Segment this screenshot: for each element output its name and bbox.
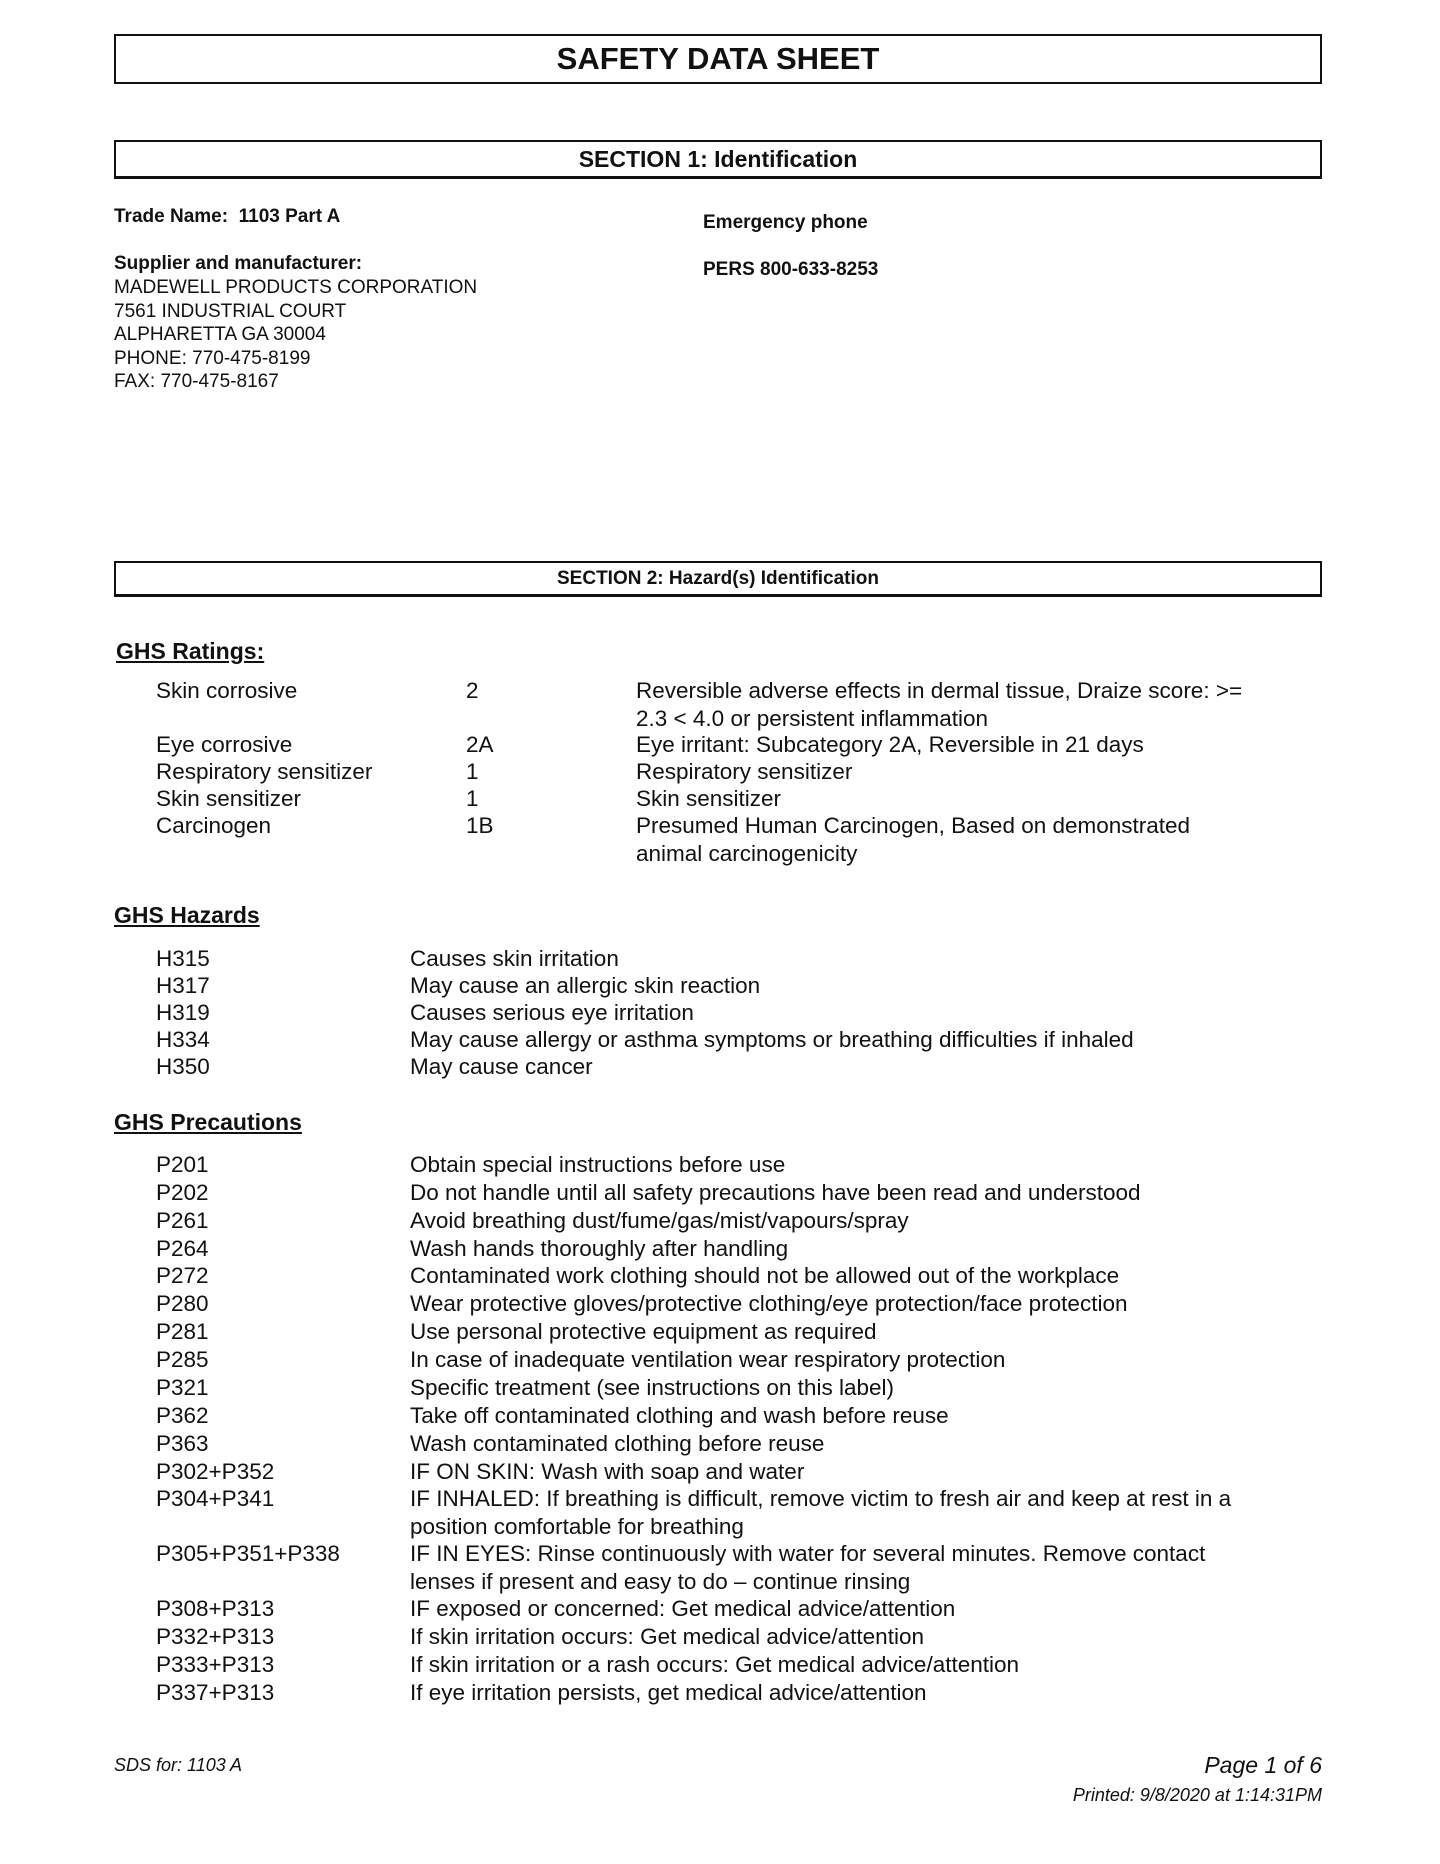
ghs-hazards-title: GHS Hazards	[114, 902, 260, 928]
hazard-text: Causes skin irritation	[410, 946, 619, 971]
precaution-code: P302+P352	[156, 1459, 275, 1484]
precaution-text: If eye irritation persists, get medical advice/attention	[410, 1680, 927, 1705]
trade-name-label: Trade Name:	[114, 206, 229, 227]
document-title: SAFETY DATA SHEET	[114, 34, 1322, 84]
hazard-text: May cause cancer	[410, 1054, 593, 1079]
rating-name: Respiratory sensitizer	[156, 759, 373, 784]
precaution-text: Wash contaminated clothing before reuse	[410, 1431, 825, 1456]
precaution-text: Wear protective gloves/protective clothing/eye protection/face protection	[410, 1291, 1128, 1316]
trade-name	[114, 205, 340, 229]
supplier-line: PHONE: 770-475-8199	[114, 347, 311, 369]
hazard-text: May cause an allergic skin reaction	[410, 973, 761, 998]
footer-sds-for: SDS for: 1103 A	[114, 1755, 243, 1775]
rating-description: Presumed Human Carcinogen, Based on demonstrated animal carcinogenicity	[636, 813, 1191, 866]
precaution-text: If skin irritation occurs: Get medical advice/attention	[410, 1624, 924, 1649]
precaution-text: In case of inadequate ventilation wear respiratory protection	[410, 1347, 1006, 1372]
precaution-text: Obtain special instructions before use	[410, 1152, 786, 1177]
trade-name-value: 1103 Part A	[238, 206, 341, 227]
precaution-code: P363	[156, 1431, 209, 1456]
precaution-code: P337+P313	[156, 1680, 275, 1705]
section-2-heading: SECTION 2: Hazard(s) Identification	[114, 561, 1322, 597]
ghs-ratings-title: GHS Ratings:	[116, 638, 265, 664]
rating-category: 1	[466, 759, 479, 784]
precaution-code: P305+P351+P338	[156, 1541, 340, 1566]
precaution-text: IF INHALED: If breathing is difficult, remove victim to fresh air and keep at rest in a position comfortable for breathing	[410, 1486, 1232, 1539]
supplier-line: FAX: 770-475-8167	[114, 371, 279, 392]
supplier-line: ALPHARETTA GA 30004	[114, 324, 326, 345]
precaution-code: P332+P313	[156, 1624, 275, 1649]
precaution-code: P333+P313	[156, 1652, 275, 1677]
precaution-text: Wash hands thoroughly after handling	[410, 1236, 789, 1261]
rating-category: 1B	[466, 813, 494, 838]
precaution-code: P362	[156, 1403, 209, 1428]
precaution-code: P280	[156, 1291, 209, 1316]
precaution-code: P281	[156, 1319, 209, 1344]
emergency-phone-label: Emergency phone	[703, 212, 868, 233]
precaution-text: IF IN EYES: Rinse continuously with water for several minutes. Remove contact lenses if present and easy to do – continue rinsing	[410, 1541, 1206, 1594]
hazard-code: H319	[156, 1000, 210, 1025]
hazard-code: H317	[156, 973, 210, 998]
supplier-address	[114, 276, 477, 394]
hazard-text: May cause allergy or asthma symptoms or breathing difficulties if inhaled	[410, 1027, 1134, 1052]
rating-category: 2	[466, 678, 479, 703]
hazard-text: Causes serious eye irritation	[410, 1000, 694, 1025]
rating-description: Eye irritant: Subcategory 2A, Reversible in 21 days	[636, 732, 1144, 757]
precaution-code: P261	[156, 1208, 209, 1233]
supplier-line: MADEWELL PRODUCTS CORPORATION	[114, 277, 478, 298]
rating-description: Respiratory sensitizer	[636, 759, 853, 784]
rating-description: Skin sensitizer	[636, 786, 782, 811]
precaution-code: P264	[156, 1236, 209, 1261]
hazard-code: H334	[156, 1027, 210, 1052]
hazard-code: H350	[156, 1054, 210, 1079]
section-1-heading: SECTION 1: Identification	[114, 140, 1322, 179]
ghs-precautions-title: GHS Precautions	[114, 1109, 302, 1135]
footer-page-number: Page 1 of 6	[1204, 1752, 1322, 1778]
precaution-code: P304+P341	[156, 1486, 275, 1511]
supplier-line: 7561 INDUSTRIAL COURT	[114, 300, 347, 322]
precaution-code: P285	[156, 1347, 209, 1372]
footer-printed-date: Printed: 9/8/2020 at 1:14:31PM	[1072, 1785, 1322, 1805]
precaution-text: Specific treatment (see instructions on this label)	[410, 1375, 894, 1400]
precaution-text: Take off contaminated clothing and wash before reuse	[410, 1403, 949, 1428]
rating-category: 1	[466, 786, 479, 811]
rating-category: 2A	[466, 732, 494, 757]
precaution-code: P201	[156, 1152, 209, 1177]
rating-name: Carcinogen	[156, 813, 272, 838]
rating-name: Eye corrosive	[156, 732, 293, 757]
precaution-text: Use personal protective equipment as required	[410, 1319, 877, 1344]
precaution-code: P202	[156, 1180, 209, 1205]
supplier-label: Supplier and manufacturer:	[114, 253, 363, 274]
precaution-text: Avoid breathing dust/fume/gas/mist/vapours/spray	[410, 1208, 909, 1233]
precaution-text: IF exposed or concerned: Get medical advice/attention	[410, 1596, 956, 1621]
precaution-text: Contaminated work clothing should not be allowed out of the workplace	[410, 1263, 1120, 1288]
rating-name: Skin sensitizer	[156, 786, 302, 811]
rating-name: Skin corrosive	[156, 678, 298, 703]
precaution-text: If skin irritation or a rash occurs: Get medical advice/attention	[410, 1652, 1020, 1677]
precaution-code: P321	[156, 1375, 209, 1400]
precaution-text: Do not handle until all safety precautions have been read and understood	[410, 1180, 1141, 1205]
rating-description: Reversible adverse effects in dermal tissue, Draize score: >= 2.3 < 4.0 or persistent inflammation	[636, 678, 1243, 731]
precaution-code: P272	[156, 1263, 209, 1288]
precaution-code: P308+P313	[156, 1596, 275, 1621]
precaution-text: IF ON SKIN: Wash with soap and water	[410, 1459, 805, 1484]
hazard-code: H315	[156, 946, 210, 971]
emergency-phone-value: PERS 800-633-8253	[703, 259, 879, 280]
